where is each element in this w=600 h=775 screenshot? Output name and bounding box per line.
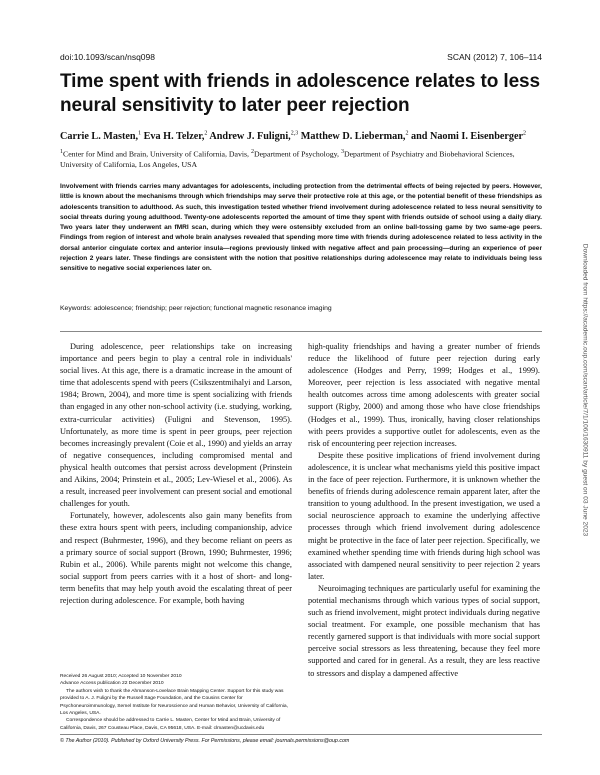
download-watermark-text: Downloaded from https://academic.oup.com/scan/article/7/1/106/1630911 by guest on 03 June 2023 (581, 243, 589, 537)
author-fuligni: Andrew J. Fuligni,$^{2,3}$ (209, 131, 299, 143)
received-dates: Received 26 August 2010; Accepted 10 November 2010 (60, 674, 182, 679)
affiliations: $^1$Center for Mind and Brain, University of California, Davis, $^2$Department of Psychology, $^3$Department of Psychiatry and Biobehavioral Sciences, University of California, Los Angeles, USA (60, 149, 515, 170)
footnotes (60, 673, 292, 732)
author-lieberman: Matthew D. Lieberman,$^2$ (300, 131, 409, 143)
footer-divider (60, 734, 542, 735)
keywords-label: Keywords: (60, 305, 92, 312)
body-column-right (308, 341, 540, 680)
body-column-left (60, 341, 292, 607)
article-title: Time spent with friends in adolescence relates to less neural sensitivity to later peer rejection (60, 71, 540, 116)
copyright-notice: © The Author (2010). Published by Oxford University Press. For Permissions, please email: journals.permissions@oup.com (60, 738, 350, 744)
body-paragraph: During adolescence, peer relationships take on increasing importance and peers begin to play a central role in individuals' social lives. At this age, there is a dramatic increase in the amount of time that adolescents spend with peers (Csikszentmihalyi and Larson, 1984; Brown, 2004), and more time is spent socializing with friends than engaged in any other non-school activity (i.e. studying, working, extra-curricular activities) (Fuligni and Stevenson, 1995). Unfortunately, as more time is spent in peer groups, peer rejection becomes increasingly prevalent (Coie et al., 1990) and yields an array of negative consequences, including compromised mental and physical health outcomes that persist across development (Prinstein and Aikins, 2004; Prinstein et al., 2005; Lev-Wiesel et al., 2006). As a result, increased peer involvement can present social and emotional challenges for youth. (60, 342, 292, 509)
author-list (60, 131, 550, 142)
body-paragraph: Despite these positive implications of friend involvement during adolescence, it is unclear what mechanisms yield this positive impact in the face of peer rejection. Furthermore, it is unknown whether the benefits of friends during adolescence remain apparent later, after the transition to young adulthood. In the present investigation, we used a social neuroscience approach to examine the underlying affective processes through which friend involvement during adolescence might be protective in the face of later peer rejection. Specifically, we examined whether spending time with friends during high school was associated with dampened neural sensitivity to peer rejection 2 years later. (308, 450, 540, 581)
body-paragraph: Fortunately, however, adolescents also gain many benefits from these extra hours spent with peers, including companionship, advice and respect (Buhrmester, 1996), and they become reliant on peers as a primary source of social support (Brown, 1990; Buhrmester, 1996; Rubin et al., 2006). While parents might not welcome this change, social support from peers carries with it a host of short- and long-term benefits that may help youth avoid the escalating threat of peer rejection during adolescence. For example, both having (60, 511, 292, 605)
correspondence: Correspondence should be addressed to Carrie L. Masten, Center for Mind and Brain, University of California, Davis, 267 Cousteau Place, Davis, CA 95618, USA. E-mail: clmasten@ucdavis.edu (60, 718, 281, 731)
author-telzer: Eva H. Telzer,$^2$ (143, 131, 208, 143)
keywords-text: adolescence; friendship; peer rejection; functional magnetic resonance imaging (93, 305, 332, 312)
author-eisenberger: and Naomi I. Eisenberger$^2$ (410, 131, 527, 143)
acknowledgements: The authors wish to thank the Ahmanson-Lovelace Brain Mapping Center. Support for this study was provided to A. J. Fuligni by the Russell Sage Foundation, and the Cousins Center for Psychoneuroimmunology, Semel Institute for Neuroscience and Human Behavior, University of California, Los Angeles, USA. (60, 688, 288, 717)
body-paragraph: Neuroimaging techniques are particularly useful for examining the potential mechanisms through which various types of social support, such as friend involvement, might protect individuals during negative social treatment. For example, one possible mechanism that has recently garnered support is that individuals with more social support perceive social stressors as less threatening, because they feel more supported and cared for in general. As a result, they are less reactive to stressors and display a dampened affective (308, 583, 540, 678)
keywords (60, 305, 542, 312)
journal-citation-header: SCAN (2012) 7, 106–114 (447, 52, 542, 62)
doi-header: doi:10.1093/scan/nsq098 (60, 52, 155, 62)
abstract: Involvement with friends carries many advantages for adolescents, including protection from the detrimental effects of being rejected by peers. However, little is known about the mechanisms through which friendships may serve their protective role at this age, or the potential benefit of these friendships as adolescents transition to adulthood. As such, this investigation tested whether friend involvement during adolescence related to less neural sensitivity to social threats during young adulthood. Twenty-one adolescents reported the amount of time they spent with friends outside of school using a daily diary. Two years later they underwent an fMRI scan, during which they were ostensibly excluded from an online ball-tossing game by two same-age peers. Findings from region of interest and whole brain analyses revealed that spending more time with friends during adolescence related to less activity in the dorsal anterior cingulate cortex and anterior insula—regions previously linked with negative affect and pain processing—during an experience of peer rejection 2 years later. These findings are consistent with the notion that positive relationships during adolescence may relate to individuals being less sensitive to negative social experiences later on. (60, 183, 542, 273)
body-paragraph: high-quality friendships and having a greater number of friends reduce the likelihood of future peer rejection during early adolescence (Hodges and Perry, 1999; Hodges et al., 1999). Moreover, peer rejection is less associated with negative mental health outcomes across time among adolescents with greater social support (Rigby, 2000) and among those who have close friendships (Hodges et al., 1999). Thus, ironically, having closer relationships with peers provides a supportive outlet for adolescents, even as the risk of encountering peer rejection increases. (308, 342, 540, 448)
section-divider (60, 331, 542, 332)
advance-access-date: Advance Access publication 22 December 2010 (60, 681, 164, 687)
author-masten: Carrie L. Masten,$^1$ (60, 131, 142, 143)
